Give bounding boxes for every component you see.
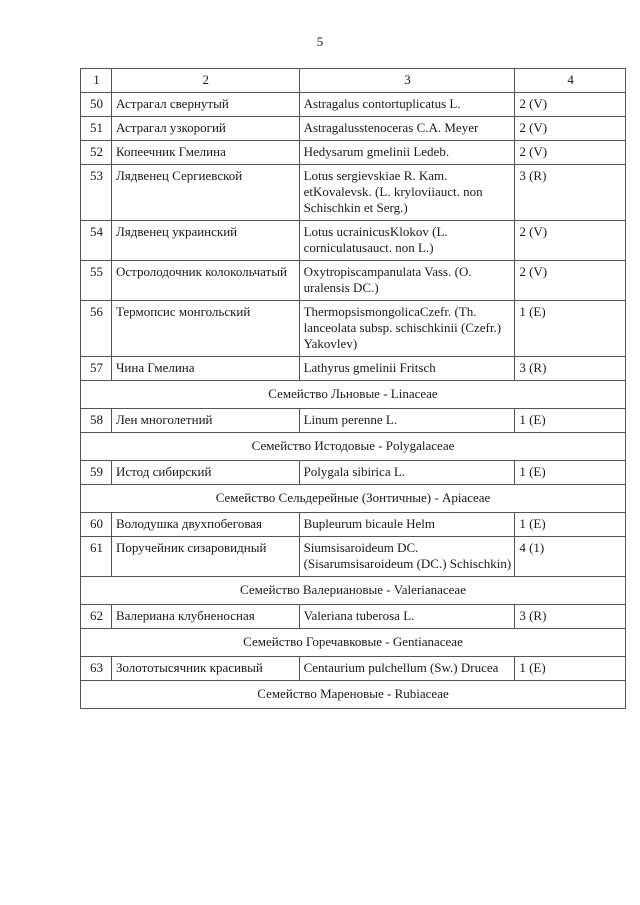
category: 2 (V) (515, 93, 626, 117)
family-row (81, 577, 626, 605)
category: 2 (V) (515, 221, 626, 261)
russian-name: Остролодочник колокольчатый (111, 261, 299, 301)
row-number: 53 (81, 165, 112, 221)
table-row (81, 357, 626, 381)
latin-name: Polygala sibirica L. (299, 461, 515, 485)
family-row (81, 485, 626, 513)
row-number: 62 (81, 605, 112, 629)
family-heading: Семейство Горечавковые - Gentianaceae (81, 629, 626, 657)
family-heading: Семейство Валериановые - Valerianaceae (81, 577, 626, 605)
latin-name: Lathyrus gmelinii Fritsch (299, 357, 515, 381)
table-row (81, 461, 626, 485)
russian-name: Лен многолетний (111, 409, 299, 433)
russian-name: Володушка двухпобеговая (111, 513, 299, 537)
column-header-russian-name: 2 (111, 69, 299, 93)
category: 1 (E) (515, 301, 626, 357)
latin-name: Lotus ucrainicusKlokov (L. corniculatusauct. non L.) (299, 221, 515, 261)
category: 1 (E) (515, 513, 626, 537)
row-number: 52 (81, 141, 112, 165)
table-row (81, 409, 626, 433)
row-number: 61 (81, 537, 112, 577)
table-row (81, 657, 626, 681)
table-row (81, 221, 626, 261)
row-number: 60 (81, 513, 112, 537)
russian-name: Поручейник сизаровидный (111, 537, 299, 577)
family-row (81, 433, 626, 461)
family-row (81, 381, 626, 409)
table-row (81, 165, 626, 221)
row-number: 59 (81, 461, 112, 485)
family-heading: Семейство Истодовые - Polygalaceae (81, 433, 626, 461)
category: 2 (V) (515, 141, 626, 165)
category: 4 (1) (515, 537, 626, 577)
row-number: 63 (81, 657, 112, 681)
category: 1 (E) (515, 461, 626, 485)
header-row (81, 69, 626, 93)
latin-name: Linum perenne L. (299, 409, 515, 433)
table-row (81, 261, 626, 301)
page-number: 5 (316, 34, 324, 49)
table-row (81, 93, 626, 117)
row-number: 55 (81, 261, 112, 301)
russian-name: Лядвенец Сергиевской (111, 165, 299, 221)
latin-name: Oxytropiscampanulata Vass. (O. uralensis DC.) (299, 261, 515, 301)
russian-name: Лядвенец украинский (111, 221, 299, 261)
latin-name: Valeriana tuberosa L. (299, 605, 515, 629)
row-number: 54 (81, 221, 112, 261)
category: 2 (V) (515, 261, 626, 301)
family-heading: Семейство Мареновые - Rubiaceae (81, 681, 626, 709)
family-row (81, 629, 626, 657)
row-number: 57 (81, 357, 112, 381)
latin-name: Astragalus contortuplicatus L. (299, 93, 515, 117)
russian-name: Термопсис монгольский (111, 301, 299, 357)
latin-name: Astragalusstenoceras C.A. Meyer (299, 117, 515, 141)
latin-name: ThermopsismongolicaCzefr. (Th. lanceolata subsp. schischkinii (Czefr.) Yakovlev) (299, 301, 515, 357)
latin-name: Hedysarum gmelinii Ledeb. (299, 141, 515, 165)
russian-name: Астрагал узкорогий (111, 117, 299, 141)
species-table (80, 68, 626, 709)
table-body (81, 93, 626, 709)
column-header-latin-name: 3 (299, 69, 515, 93)
table-row (81, 513, 626, 537)
category: 1 (E) (515, 657, 626, 681)
category: 3 (R) (515, 605, 626, 629)
table-row (81, 605, 626, 629)
latin-name: Lotus sergievskiae R. Kam. etKovalevsk. (L. kryloviiauct. non Schischkin et Serg.) (299, 165, 515, 221)
latin-name: Centaurium pulchellum (Sw.) Drucea (299, 657, 515, 681)
russian-name: Астрагал свернутый (111, 93, 299, 117)
column-header-number: 1 (81, 69, 112, 93)
table-row (81, 537, 626, 577)
row-number: 50 (81, 93, 112, 117)
category: 2 (V) (515, 117, 626, 141)
table-row (81, 117, 626, 141)
column-header-category: 4 (515, 69, 626, 93)
row-number: 58 (81, 409, 112, 433)
category: 1 (E) (515, 409, 626, 433)
table-row (81, 141, 626, 165)
table-row (81, 301, 626, 357)
latin-name: Siumsisaroideum DC. (Sisarumsisaroideum (DC.) Schischkin) (299, 537, 515, 577)
latin-name: Bupleurum bicaule Helm (299, 513, 515, 537)
russian-name: Чина Гмелина (111, 357, 299, 381)
row-number: 56 (81, 301, 112, 357)
russian-name: Истод сибирский (111, 461, 299, 485)
category: 3 (R) (515, 357, 626, 381)
table-header (81, 69, 626, 93)
row-number: 51 (81, 117, 112, 141)
category: 3 (R) (515, 165, 626, 221)
family-heading: Семейство Льновые - Linaceae (81, 381, 626, 409)
russian-name: Копеечник Гмелина (111, 141, 299, 165)
russian-name: Золототысячник красивый (111, 657, 299, 681)
russian-name: Валериана клубненосная (111, 605, 299, 629)
family-row (81, 681, 626, 709)
family-heading: Семейство Сельдерейные (Зонтичные) - Apiaceae (81, 485, 626, 513)
